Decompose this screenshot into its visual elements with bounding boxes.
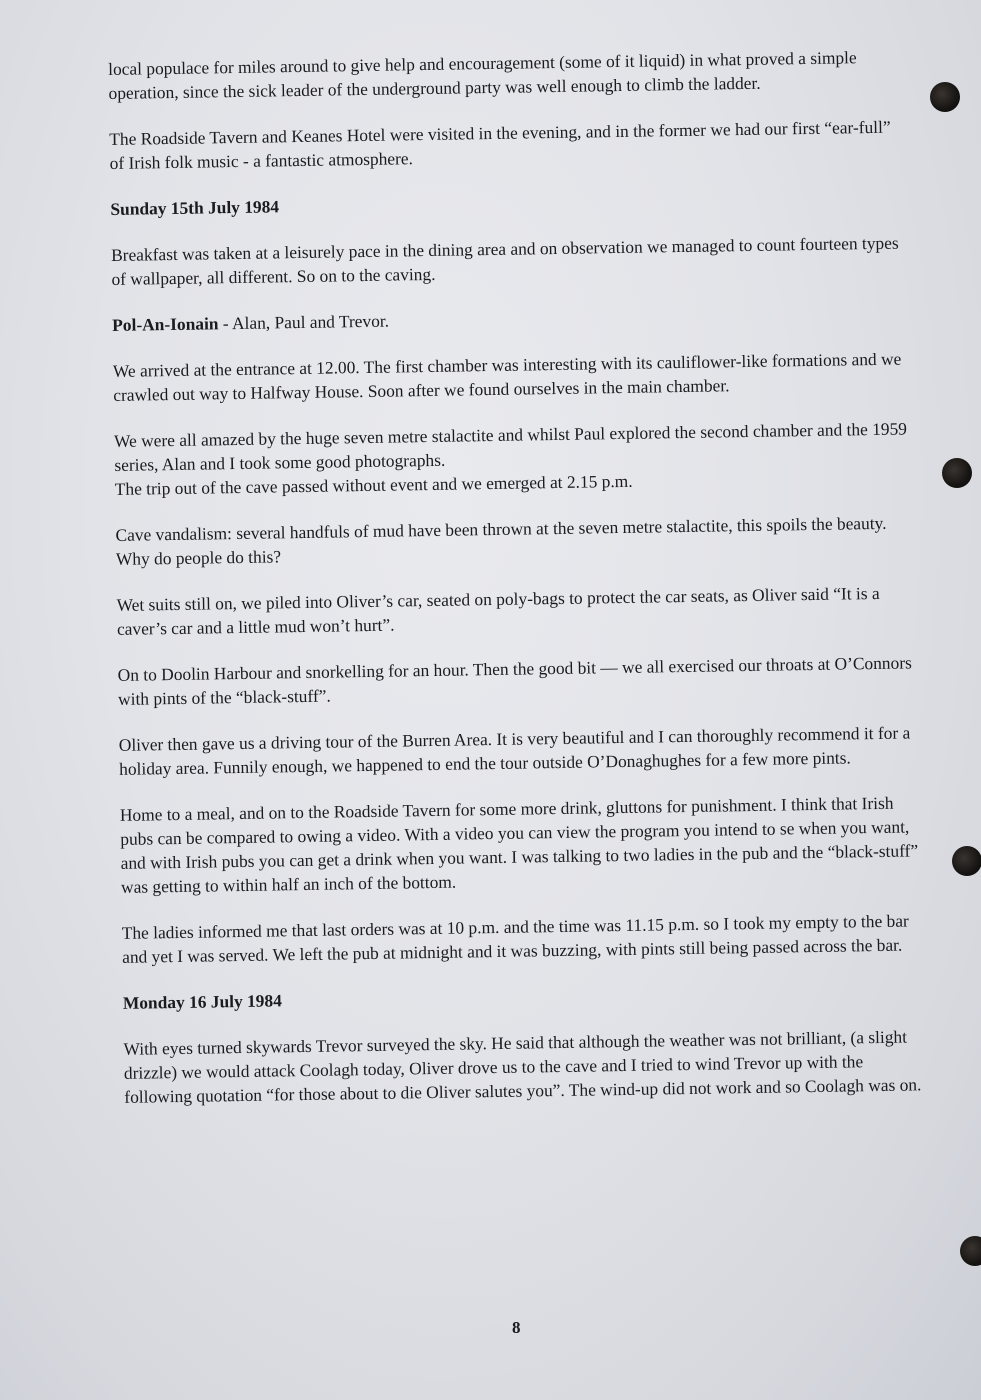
paragraph: The trip out of the cave passed without event and we emerged at 2.15 p.m. xyxy=(114,470,633,499)
paragraph: local populace for miles around to give help and encouragement (some of it liquid) in what proved a simple operation, since the sick leader of the underground party was well enough to climb the ladder. xyxy=(108,47,857,103)
paragraph: We arrived at the entrance at 12.00. The first chamber was interesting with its cauliflower-like formations and we crawled out way to Halfway House. Soon after we found ourselves in the main chamber. xyxy=(112,348,902,405)
page-number: 8 xyxy=(512,1318,521,1337)
paragraph: Wet suits still on, we piled into Oliver’s car, seated on poly-bags to protect the car seats, as Oliver said “It is a caver’s car and a little mud won’t hurt”. xyxy=(116,582,880,639)
paragraph-group xyxy=(114,416,915,501)
document-body xyxy=(108,44,925,1130)
paragraph: The ladies informed me that last orders was at 10 p.m. and the time was 11.15 p.m. so I took my empty to the bar and yet I was served. We left the pub at midnight and it was buzzing, with pints still being passed across the bar. xyxy=(121,910,909,967)
paragraph: Oliver then gave us a driving tour of the Burren Area. It is very beautiful and I can thoroughly recommend it for a holiday area. Funnily enough, we happened to end the tour outside O’Donaghughes for a few more pints. xyxy=(118,722,911,779)
paragraph: We were all amazed by the huge seven metre stalactite and whilst Paul explored the second chamber and the 1959 series, Alan and I took some good photographs. xyxy=(113,418,908,475)
paragraph: The Roadside Tavern and Keanes Hotel were visited in the evening, and in the former we had our first “ear-full” of Irish folk music - a fantastic atmosphere. xyxy=(109,116,891,173)
binder-hole xyxy=(952,846,981,876)
paragraph: Home to a meal, and on to the Roadside Tavern for some more drink, gluttons for punishment. I think that Irish pubs can be compared to owing a video. With a video you can view the program you intend to se when you want, and with Irish pubs you can get a drink when you want. I was talking to two ladies in the pub and the “black-stuff” was getting to within half an inch of the bottom. xyxy=(119,792,919,897)
binder-hole xyxy=(960,1236,981,1266)
binder-hole xyxy=(930,82,960,112)
binder-hole xyxy=(942,458,972,488)
cave-entry-line xyxy=(112,300,912,337)
paragraph: On to Doolin Harbour and snorkelling for an hour. Then the good bit — we all exercised our throats at O’Connors with pints of the “black-stuff”. xyxy=(117,652,912,709)
section-heading-sunday: Sunday 15th July 1984 xyxy=(110,196,280,219)
cave-name: Pol-An-Ionain xyxy=(112,313,219,335)
paragraph: Breakfast was taken at a leisurely pace in the dining area and on observation we managed to count fourteen types of wallpaper, all different. So on to the caving. xyxy=(110,232,899,289)
paragraph: With eyes turned skywards Trevor surveyed the sky. He said that although the weather was not brilliant, (a slight drizzle) we would attack Coolagh today, Oliver drove us to the cave and I tried to wind Trevor up with the following quotation “for those about to die Oliver salutes you”. The wind-up did not work and so Coolagh was on. xyxy=(123,1026,922,1107)
cave-team: - Alan, Paul and Trevor. xyxy=(218,310,390,334)
paragraph: Cave vandalism: several handfuls of mud have been thrown at the seven metre stalactite, this spoils the beauty. Why do people do this? xyxy=(115,512,887,569)
section-heading-monday: Monday 16 July 1984 xyxy=(122,990,282,1013)
